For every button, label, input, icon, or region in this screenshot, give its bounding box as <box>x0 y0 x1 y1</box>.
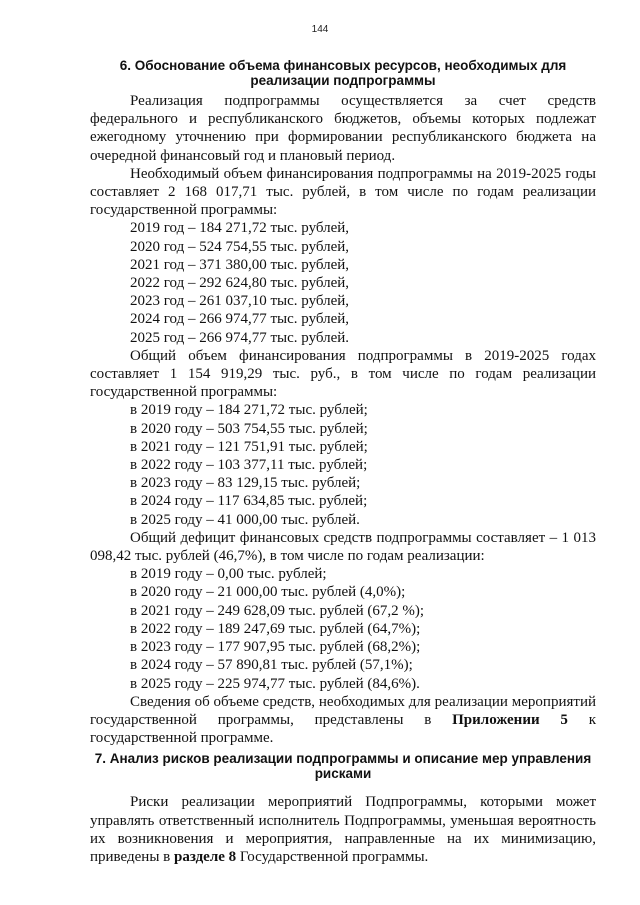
list-item: 2020 год – 524 754,55 тыс. рублей, <box>130 238 350 255</box>
paragraph-text: к государственной программе. <box>90 711 596 747</box>
list-item: в 2023 году – 177 907,95 тыс. рублей (68,2%); <box>130 639 421 656</box>
total-funding-list <box>90 401 596 528</box>
section-6-paragraph-3: Общий объем финансирования подпрограммы в 2019-2025 годах составляет 1 154 919,29 тыс. руб., в том числе по годам реализации государственной программы: <box>90 347 596 401</box>
section-6-heading <box>90 58 596 88</box>
section-6-paragraph-4: Общий дефицит финансовых средств подпрограммы составляет – 1 013 098,42 тыс. рублей (46,7%), в том числе по годам реализации: <box>90 529 596 565</box>
section-6-paragraph-2: Необходимый объем финансирования подпрограммы на 2019-2025 годы составляет 2 168 017,71 тыс. рублей, в том числе по годам реализации государственной программы: <box>90 165 596 219</box>
list-item: в 2019 году – 0,00 тыс. рублей; <box>130 566 327 583</box>
section-6-heading-line2: реализации подпрограммы <box>250 73 436 88</box>
list-item: в 2021 году – 249 628,09 тыс. рублей (67,2 %); <box>130 602 425 619</box>
list-item: в 2022 году – 103 377,11 тыс. рублей; <box>130 457 368 474</box>
section-6-heading-line1: 6. Обоснование объема финансовых ресурсов, необходимых для <box>119 58 567 73</box>
deficit-by-year-list <box>90 565 596 692</box>
list-item: в 2024 году – 117 634,85 тыс. рублей; <box>130 493 368 510</box>
funding-by-year-list <box>90 219 596 346</box>
section-7-heading <box>90 751 596 781</box>
section-reference: разделе 8 <box>174 848 237 865</box>
section-6-paragraph-1: Реализация подпрограммы осуществляется за счет средств федерального и республиканского бюджетов, объемы которых подлежат ежегодному уточнению при формировании республиканского бюджета на очередной финансовый год и плановый период. <box>90 93 596 164</box>
appendix-reference: Приложении 5 <box>452 711 568 728</box>
list-item: в 2021 году – 121 751,91 тыс. рублей; <box>130 438 368 455</box>
list-item: 2022 год – 292 624,80 тыс. рублей, <box>130 275 350 292</box>
list-item: в 2019 году – 184 271,72 тыс. рублей; <box>130 402 368 419</box>
list-item: 2021 год – 371 380,00 тыс. рублей, <box>130 256 350 273</box>
document-body <box>90 58 596 866</box>
list-item: в 2025 году – 225 974,77 тыс. рублей (84,6%). <box>130 675 420 692</box>
list-item: в 2024 году – 57 890,81 тыс. рублей (57,1%); <box>130 657 413 674</box>
page-number: 144 <box>311 24 329 35</box>
list-item: 2025 год – 266 974,77 тыс. рублей. <box>130 329 350 346</box>
list-item: 2024 год – 266 974,77 тыс. рублей, <box>130 311 350 328</box>
list-item: в 2020 году – 21 000,00 тыс. рублей (4,0%); <box>130 584 406 601</box>
section-7-paragraph-1 <box>90 793 596 866</box>
section-7-heading-line1: 7. Анализ рисков реализации подпрограммы и описание мер управления <box>94 751 592 767</box>
list-item: в 2020 году – 503 754,55 тыс. рублей; <box>130 420 368 437</box>
paragraph-text: Риски реализации мероприятий Подпрограммы, которыми может управлять ответственный исполнитель Подпрограммы, уменьшая вероятность их возникновения и мероприятия, направленные на их минимизацию, приведены в <box>90 794 596 865</box>
section-6-paragraph-5 <box>90 693 596 748</box>
list-item: в 2022 году – 189 247,69 тыс. рублей (64,7%); <box>130 620 421 637</box>
list-item: 2023 год – 261 037,10 тыс. рублей, <box>130 293 350 310</box>
list-item: 2019 год – 184 271,72 тыс. рублей, <box>130 220 350 237</box>
paragraph-text: Сведения об объеме средств, необходимых для реализации мероприятий государственной программы, представлены в <box>90 693 596 728</box>
list-item: в 2025 году – 41 000,00 тыс. рублей. <box>130 511 360 528</box>
paragraph-text: Государственной программы. <box>236 848 429 865</box>
section-7-heading-line2: рисками <box>314 766 372 782</box>
list-item: в 2023 году – 83 129,15 тыс. рублей; <box>130 475 361 492</box>
